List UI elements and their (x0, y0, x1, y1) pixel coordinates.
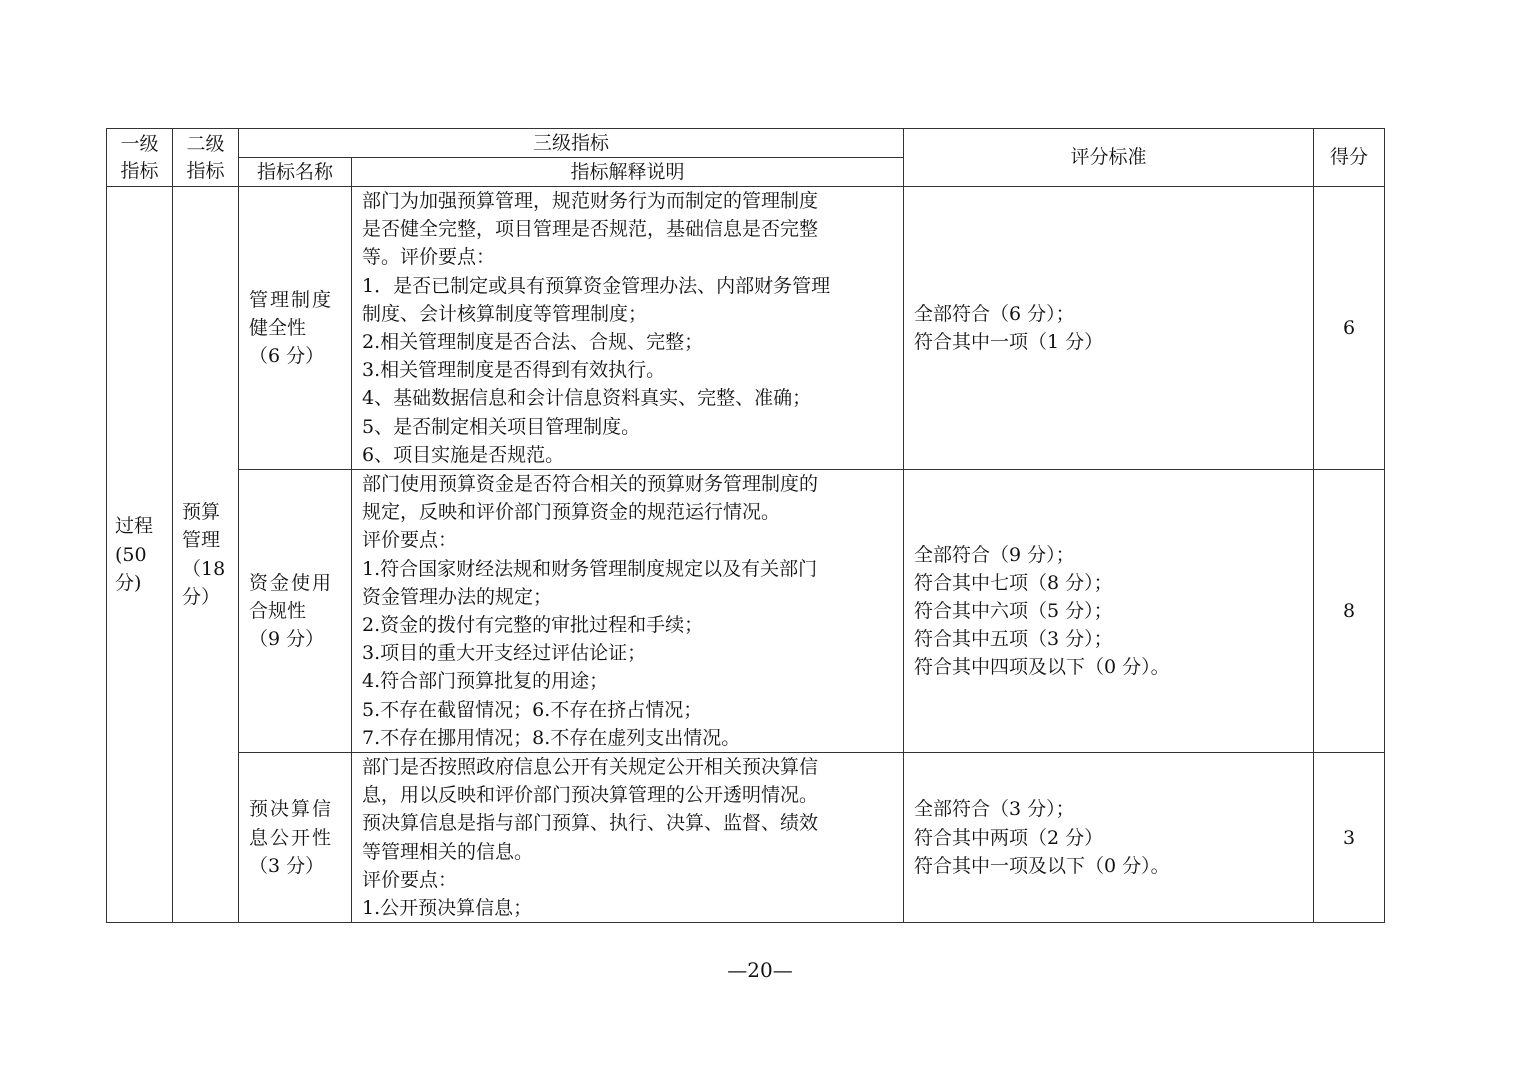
criteria-header: 评分标准 (904, 129, 1314, 187)
level1-header: 一级 指标 (107, 129, 173, 187)
level2-cell: 预算 管理 （18 分） (173, 187, 239, 923)
table-row (107, 753, 1385, 923)
page-number: —20— (727, 958, 793, 982)
level3-header: 三级指标 (239, 129, 904, 158)
indicator-explanation-header: 指标解释说明 (352, 158, 904, 187)
indicator-name-cell: 资金使用 合规性 （9 分） (239, 470, 352, 753)
level1-cell: 过程 (50 分) (107, 187, 173, 923)
header-row-1 (107, 129, 1385, 158)
criteria-cell: 全部符合（3 分）； 符合其中两项（2 分） 符合其中一项及以下（0 分）。 (904, 753, 1314, 923)
indicator-name-header: 指标名称 (239, 158, 352, 187)
score-header: 得分 (1314, 129, 1385, 187)
indicator-name-cell: 管理制度 健全性 （6 分） (239, 187, 352, 470)
indicator-explanation-cell: 部门使用预算资金是否符合相关的预算财务管理制度的 规定，反映和评价部门预算资金的规范运行情况。 评价要点： 1.符合国家财经法规和财务管理制度规定以及有关部门 资金管理办法的规定； 2.资金的拨付有完整的审批过程和手续； 3.项目的重大开支经过评估论证； 4.符合部门预算批复的用途； 5.不存在截留情况；6.不存在挤占情况； 7.不存在挪用情况；8.不存在虚列支出情况。 (352, 470, 904, 753)
score-cell: 8 (1314, 470, 1385, 753)
score-cell: 3 (1314, 753, 1385, 923)
table-row (107, 187, 1385, 470)
criteria-cell: 全部符合（9 分）； 符合其中七项（8 分）； 符合其中六项（5 分）； 符合其中五项（3 分）； 符合其中四项及以下（0 分）。 (904, 470, 1314, 753)
criteria-cell: 全部符合（6 分）； 符合其中一项（1 分） (904, 187, 1314, 470)
table-row (107, 470, 1385, 753)
level2-header: 二级 指标 (173, 129, 239, 187)
score-cell: 6 (1314, 187, 1385, 470)
indicator-explanation-cell: 部门是否按照政府信息公开有关规定公开相关预决算信 息，用以反映和评价部门预决算管理的公开透明情况。 预决算信息是指与部门预算、执行、决算、监督、绩效 等管理相关的信息。 评价要点： 1.公开预决算信息； (352, 753, 904, 923)
indicator-explanation-cell: 部门为加强预算管理，规范财务行为而制定的管理制度 是否健全完整，项目管理是否规范，基础信息是否完整 等。评价要点： 1．是否已制定或具有预算资金管理办法、内部财务管理 制度、会计核算制度等管理制度； 2.相关管理制度是否合法、合规、完整； 3.相关管理制度是否得到有效执行。 4、基础数据信息和会计信息资料真实、完整、准确； 5、是否制定相关项目管理制度。 6、项目实施是否规范。 (352, 187, 904, 470)
indicator-name-cell: 预决算信 息公开性 （3 分） (239, 753, 352, 923)
evaluation-table (106, 128, 1385, 923)
